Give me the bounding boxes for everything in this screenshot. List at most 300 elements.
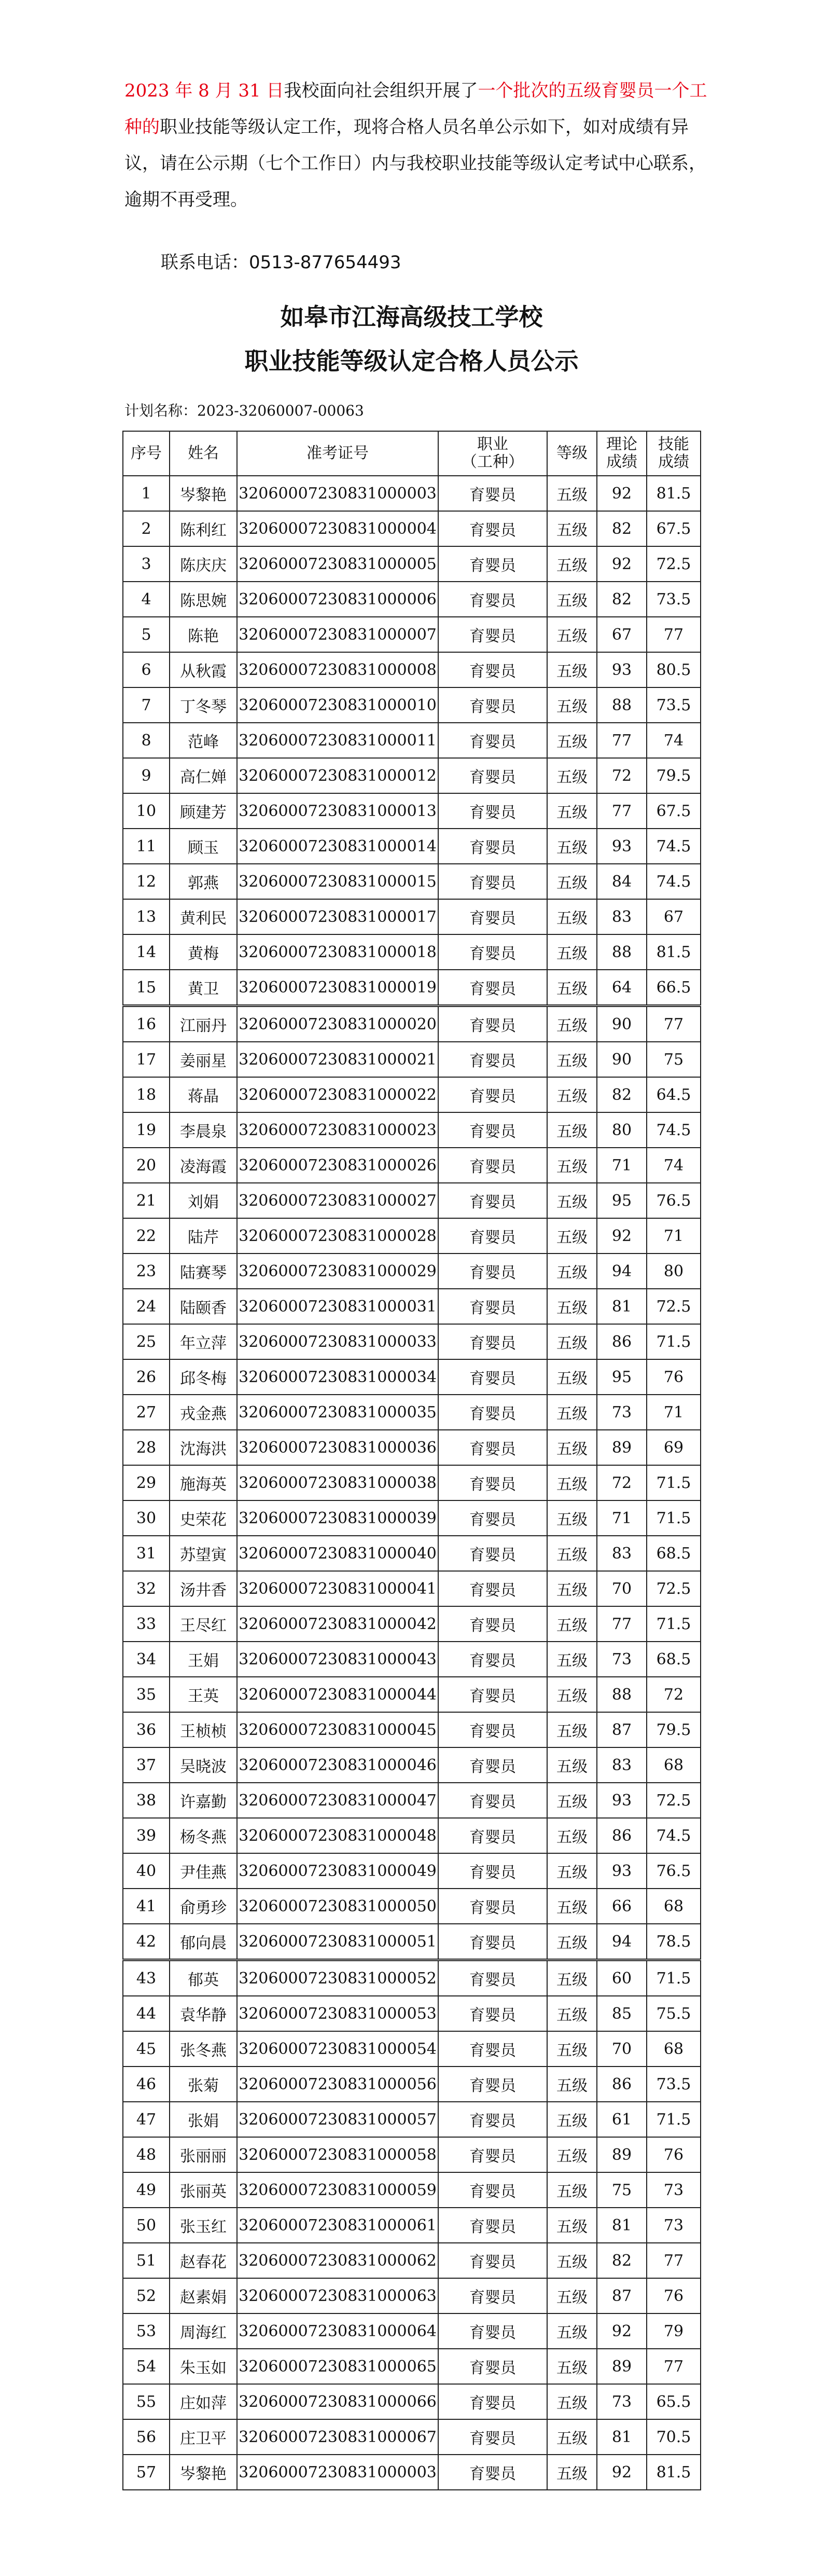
table-row xyxy=(123,1500,701,1536)
cell-exam-id: 32060007230831000035 xyxy=(237,1395,438,1430)
cell-skill-score: 68 xyxy=(647,2031,701,2067)
cell-no: 2 xyxy=(123,511,170,546)
cell-name: 陆芹 xyxy=(170,1218,237,1253)
cell-level: 五级 xyxy=(547,1536,597,1571)
table-row xyxy=(123,1077,701,1112)
header-occupation xyxy=(438,431,547,476)
cell-exam-id: 32060007230831000014 xyxy=(237,829,438,864)
cell-skill-score: 73 xyxy=(647,2208,701,2243)
cell-exam-id: 32060007230831000057 xyxy=(237,2102,438,2137)
table-row xyxy=(123,1853,701,1889)
cell-level: 五级 xyxy=(547,2137,597,2172)
cell-skill-score: 71.5 xyxy=(647,1500,701,1536)
cell-no: 39 xyxy=(123,1818,170,1853)
cell-name: 戎金燕 xyxy=(170,1395,237,1430)
cell-exam-id: 32060007230831000058 xyxy=(237,2137,438,2172)
cell-no: 36 xyxy=(123,1712,170,1747)
cell-skill-score: 76.5 xyxy=(647,1853,701,1889)
table-row xyxy=(123,2278,701,2313)
table-row xyxy=(123,970,701,1006)
cell-exam-id: 32060007230831000054 xyxy=(237,2031,438,2067)
cell-level: 五级 xyxy=(547,1889,597,1924)
cell-exam-id: 32060007230831000056 xyxy=(237,2067,438,2102)
cell-name: 许嘉勤 xyxy=(170,1783,237,1818)
cell-name: 俞勇珍 xyxy=(170,1889,237,1924)
cell-skill-score: 71 xyxy=(647,1218,701,1253)
cell-occupation: 育婴员 xyxy=(438,793,547,829)
cell-skill-score: 76 xyxy=(647,2137,701,2172)
table-row xyxy=(123,476,701,511)
cell-skill-score: 79 xyxy=(647,2313,701,2349)
cell-skill-score: 71.5 xyxy=(647,1960,701,1996)
cell-no: 13 xyxy=(123,899,170,934)
cell-level: 五级 xyxy=(547,723,597,758)
cell-occupation: 育婴员 xyxy=(438,2067,547,2102)
table-row xyxy=(123,899,701,934)
cell-no: 38 xyxy=(123,1783,170,1818)
cell-no: 11 xyxy=(123,829,170,864)
cell-skill-score: 67.5 xyxy=(647,793,701,829)
results-table xyxy=(122,431,701,2490)
cell-name: 郭燕 xyxy=(170,864,237,899)
table-row xyxy=(123,2243,701,2278)
cell-name: 黄梅 xyxy=(170,934,237,970)
cell-theory-score: 93 xyxy=(597,1853,647,1889)
cell-exam-id: 32060007230831000053 xyxy=(237,1996,438,2031)
cell-name: 黄卫 xyxy=(170,970,237,1006)
cell-no: 19 xyxy=(123,1112,170,1148)
table-row xyxy=(123,2102,701,2137)
cell-exam-id: 32060007230831000033 xyxy=(237,1324,438,1359)
cell-level: 五级 xyxy=(547,1077,597,1112)
cell-level: 五级 xyxy=(547,1712,597,1747)
cell-level: 五级 xyxy=(547,1818,597,1853)
cell-name: 刘娟 xyxy=(170,1183,237,1218)
cell-exam-id: 32060007230831000019 xyxy=(237,970,438,1006)
cell-occupation: 育婴员 xyxy=(438,1465,547,1500)
table-row xyxy=(123,2419,701,2455)
table-row xyxy=(123,582,701,617)
cell-theory-score: 88 xyxy=(597,687,647,723)
cell-no: 33 xyxy=(123,1606,170,1642)
cell-occupation: 育婴员 xyxy=(438,1359,547,1395)
cell-occupation: 育婴员 xyxy=(438,1747,547,1783)
cell-exam-id: 32060007230831000045 xyxy=(237,1712,438,1747)
cell-no: 4 xyxy=(123,582,170,617)
cell-no: 41 xyxy=(123,1889,170,1924)
table-row xyxy=(123,1747,701,1783)
table-row xyxy=(123,758,701,793)
school-title: 如皋市江海高级技工学校 xyxy=(280,303,543,331)
cell-skill-score: 74.5 xyxy=(647,829,701,864)
cell-no: 10 xyxy=(123,793,170,829)
cell-theory-score: 72 xyxy=(597,1465,647,1500)
cell-skill-score: 68.5 xyxy=(647,1536,701,1571)
cell-theory-score: 92 xyxy=(597,1218,647,1253)
cell-theory-score: 81 xyxy=(597,1289,647,1324)
cell-exam-id: 32060007230831000040 xyxy=(237,1536,438,1571)
cell-skill-score: 76.5 xyxy=(647,1183,701,1218)
cell-name: 王桢桢 xyxy=(170,1712,237,1747)
cell-name: 杨冬燕 xyxy=(170,1818,237,1853)
cell-skill-score: 64.5 xyxy=(647,1077,701,1112)
cell-level: 五级 xyxy=(547,1606,597,1642)
table-row xyxy=(123,1324,701,1359)
cell-skill-score: 68.5 xyxy=(647,1642,701,1677)
cell-skill-score: 71 xyxy=(647,1395,701,1430)
cell-skill-score: 72.5 xyxy=(647,546,701,582)
cell-name: 江丽丹 xyxy=(170,1006,237,1042)
cell-name: 苏望寅 xyxy=(170,1536,237,1571)
cell-theory-score: 71 xyxy=(597,1500,647,1536)
cell-no: 18 xyxy=(123,1077,170,1112)
cell-no: 52 xyxy=(123,2278,170,2313)
table-row xyxy=(123,1465,701,1500)
table-row xyxy=(123,1006,701,1042)
cell-no: 43 xyxy=(123,1960,170,1996)
cell-level: 五级 xyxy=(547,864,597,899)
cell-theory-score: 93 xyxy=(597,829,647,864)
table-row xyxy=(123,511,701,546)
cell-occupation: 育婴员 xyxy=(438,582,547,617)
notice-paragraph xyxy=(124,73,721,218)
cell-level: 五级 xyxy=(547,1324,597,1359)
cell-exam-id: 32060007230831000064 xyxy=(237,2313,438,2349)
cell-occupation: 育婴员 xyxy=(438,1148,547,1183)
cell-no: 3 xyxy=(123,546,170,582)
table-row xyxy=(123,1996,701,2031)
cell-skill-score: 77 xyxy=(647,2349,701,2384)
cell-exam-id: 32060007230831000039 xyxy=(237,1500,438,1536)
cell-occupation: 育婴员 xyxy=(438,1500,547,1536)
cell-level: 五级 xyxy=(547,687,597,723)
cell-exam-id: 32060007230831000017 xyxy=(237,899,438,934)
table-row xyxy=(123,2455,701,2490)
cell-no: 42 xyxy=(123,1924,170,1960)
cell-occupation: 育婴员 xyxy=(438,687,547,723)
cell-skill-score: 72.5 xyxy=(647,1289,701,1324)
cell-exam-id: 32060007230831000052 xyxy=(237,1960,438,1996)
cell-level: 五级 xyxy=(547,2349,597,2384)
cell-occupation: 育婴员 xyxy=(438,758,547,793)
cell-name: 陈庆庆 xyxy=(170,546,237,582)
cell-level: 五级 xyxy=(547,1395,597,1430)
table-row xyxy=(123,1712,701,1747)
cell-theory-score: 73 xyxy=(597,1395,647,1430)
cell-skill-score: 73 xyxy=(647,2172,701,2208)
cell-exam-id: 32060007230831000043 xyxy=(237,1642,438,1677)
table-row xyxy=(123,934,701,970)
cell-exam-id: 32060007230831000005 xyxy=(237,546,438,582)
cell-occupation: 育婴员 xyxy=(438,934,547,970)
cell-theory-score: 88 xyxy=(597,934,647,970)
cell-name: 姜丽星 xyxy=(170,1042,237,1077)
cell-occupation: 育婴员 xyxy=(438,2137,547,2172)
cell-name: 袁华静 xyxy=(170,1996,237,2031)
cell-level: 五级 xyxy=(547,2172,597,2208)
cell-no: 14 xyxy=(123,934,170,970)
cell-name: 从秋霞 xyxy=(170,652,237,687)
cell-occupation: 育婴员 xyxy=(438,1853,547,1889)
table-row xyxy=(123,1818,701,1853)
cell-theory-score: 95 xyxy=(597,1359,647,1395)
cell-no: 20 xyxy=(123,1148,170,1183)
cell-occupation: 育婴员 xyxy=(438,1183,547,1218)
cell-name: 吴晓波 xyxy=(170,1747,237,1783)
cell-no: 1 xyxy=(123,476,170,511)
cell-level: 五级 xyxy=(547,2278,597,2313)
cell-skill-score: 71.5 xyxy=(647,2102,701,2137)
cell-exam-id: 32060007230831000038 xyxy=(237,1465,438,1500)
cell-theory-score: 86 xyxy=(597,1818,647,1853)
header-theory-line1: 理论 xyxy=(606,435,637,453)
cell-theory-score: 72 xyxy=(597,758,647,793)
cell-exam-id: 32060007230831000012 xyxy=(237,758,438,793)
cell-level: 五级 xyxy=(547,970,597,1006)
cell-level: 五级 xyxy=(547,793,597,829)
cell-theory-score: 82 xyxy=(597,1077,647,1112)
cell-level: 五级 xyxy=(547,2208,597,2243)
cell-name: 岑黎艳 xyxy=(170,476,237,511)
table-row xyxy=(123,1218,701,1253)
cell-level: 五级 xyxy=(547,1359,597,1395)
cell-theory-score: 77 xyxy=(597,1606,647,1642)
cell-level: 五级 xyxy=(547,582,597,617)
table-row xyxy=(123,1642,701,1677)
cell-skill-score: 72.5 xyxy=(647,1783,701,1818)
cell-name: 年立萍 xyxy=(170,1324,237,1359)
cell-theory-score: 86 xyxy=(597,2067,647,2102)
table-row xyxy=(123,1960,701,1996)
notice-text-2: 职业技能等级认定工作，现将合格人员名单公示如下，如对成绩有异议，请在公示期（七个工作日）内与我校职业技能等级认定考试中心联系，逾期不再受理。 xyxy=(124,117,706,210)
cell-theory-score: 94 xyxy=(597,1253,647,1289)
cell-name: 赵素娟 xyxy=(170,2278,237,2313)
cell-exam-id: 32060007230831000049 xyxy=(237,1853,438,1889)
cell-skill-score: 74 xyxy=(647,723,701,758)
cell-level: 五级 xyxy=(547,2031,597,2067)
cell-exam-id: 32060007230831000042 xyxy=(237,1606,438,1642)
cell-level: 五级 xyxy=(547,1853,597,1889)
cell-occupation: 育婴员 xyxy=(438,1324,547,1359)
notice-text-1: 我校面向社会组织开展了 xyxy=(284,80,478,101)
cell-level: 五级 xyxy=(547,2384,597,2419)
cell-occupation: 育婴员 xyxy=(438,652,547,687)
contact-phone: 联系电话：0513-877654493 xyxy=(161,252,401,273)
header-name: 姓名 xyxy=(170,431,237,476)
cell-skill-score: 80 xyxy=(647,1253,701,1289)
cell-theory-score: 89 xyxy=(597,2137,647,2172)
cell-occupation: 育婴员 xyxy=(438,970,547,1006)
table-row xyxy=(123,1677,701,1712)
cell-exam-id: 32060007230831000031 xyxy=(237,1289,438,1324)
cell-skill-score: 69 xyxy=(647,1430,701,1465)
cell-skill-score: 68 xyxy=(647,1889,701,1924)
cell-skill-score: 71.5 xyxy=(647,1324,701,1359)
cell-name: 李晨泉 xyxy=(170,1112,237,1148)
cell-occupation: 育婴员 xyxy=(438,1112,547,1148)
cell-skill-score: 67 xyxy=(647,899,701,934)
cell-name: 朱玉如 xyxy=(170,2349,237,2384)
cell-occupation: 育婴员 xyxy=(438,2208,547,2243)
cell-level: 五级 xyxy=(547,511,597,546)
cell-level: 五级 xyxy=(547,1996,597,2031)
cell-level: 五级 xyxy=(547,1218,597,1253)
cell-level: 五级 xyxy=(547,934,597,970)
cell-skill-score: 65.5 xyxy=(647,2384,701,2419)
cell-no: 46 xyxy=(123,2067,170,2102)
cell-level: 五级 xyxy=(547,758,597,793)
cell-skill-score: 78.5 xyxy=(647,1924,701,1960)
cell-level: 五级 xyxy=(547,2067,597,2102)
cell-theory-score: 87 xyxy=(597,1712,647,1747)
cell-no: 29 xyxy=(123,1465,170,1500)
cell-exam-id: 32060007230831000027 xyxy=(237,1183,438,1218)
cell-level: 五级 xyxy=(547,617,597,652)
cell-exam-id: 32060007230831000022 xyxy=(237,1077,438,1112)
cell-skill-score: 77 xyxy=(647,1006,701,1042)
cell-exam-id: 32060007230831000008 xyxy=(237,652,438,687)
cell-no: 40 xyxy=(123,1853,170,1889)
cell-theory-score: 70 xyxy=(597,2031,647,2067)
cell-occupation: 育婴员 xyxy=(438,1818,547,1853)
cell-occupation: 育婴员 xyxy=(438,1960,547,1996)
cell-occupation: 育婴员 xyxy=(438,2278,547,2313)
cell-name: 张娟 xyxy=(170,2102,237,2137)
cell-level: 五级 xyxy=(547,2102,597,2137)
cell-theory-score: 75 xyxy=(597,2172,647,2208)
table-row xyxy=(123,1889,701,1924)
cell-exam-id: 32060007230831000020 xyxy=(237,1006,438,1042)
cell-theory-score: 77 xyxy=(597,793,647,829)
cell-skill-score: 74.5 xyxy=(647,1818,701,1853)
cell-no: 16 xyxy=(123,1006,170,1042)
table-header-row xyxy=(123,431,701,476)
cell-occupation: 育婴员 xyxy=(438,2313,547,2349)
cell-occupation: 育婴员 xyxy=(438,2419,547,2455)
cell-theory-score: 71 xyxy=(597,1148,647,1183)
cell-level: 五级 xyxy=(547,1183,597,1218)
cell-exam-id: 32060007230831000023 xyxy=(237,1112,438,1148)
cell-skill-score: 73.5 xyxy=(647,582,701,617)
cell-name: 范峰 xyxy=(170,723,237,758)
cell-occupation: 育婴员 xyxy=(438,1889,547,1924)
cell-theory-score: 93 xyxy=(597,1783,647,1818)
table-row xyxy=(123,829,701,864)
cell-name: 王尽红 xyxy=(170,1606,237,1642)
cell-exam-id: 32060007230831000036 xyxy=(237,1430,438,1465)
cell-theory-score: 84 xyxy=(597,864,647,899)
cell-level: 五级 xyxy=(547,1430,597,1465)
cell-no: 50 xyxy=(123,2208,170,2243)
plan-name: 计划名称：2023-32060007-00063 xyxy=(124,402,364,419)
cell-theory-score: 92 xyxy=(597,546,647,582)
cell-no: 30 xyxy=(123,1500,170,1536)
cell-name: 郁英 xyxy=(170,1960,237,1996)
table-row xyxy=(123,1571,701,1606)
cell-occupation: 育婴员 xyxy=(438,2384,547,2419)
cell-skill-score: 71.5 xyxy=(647,1465,701,1500)
cell-exam-id: 32060007230831000048 xyxy=(237,1818,438,1853)
cell-skill-score: 79.5 xyxy=(647,758,701,793)
cell-level: 五级 xyxy=(547,899,597,934)
cell-name: 庄如萍 xyxy=(170,2384,237,2419)
cell-no: 47 xyxy=(123,2102,170,2137)
cell-no: 56 xyxy=(123,2419,170,2455)
cell-skill-score: 70.5 xyxy=(647,2419,701,2455)
header-theory xyxy=(597,431,647,476)
cell-occupation: 育婴员 xyxy=(438,546,547,582)
cell-level: 五级 xyxy=(547,652,597,687)
cell-name: 张丽丽 xyxy=(170,2137,237,2172)
cell-no: 22 xyxy=(123,1218,170,1253)
cell-level: 五级 xyxy=(547,1783,597,1818)
cell-no: 21 xyxy=(123,1183,170,1218)
cell-level: 五级 xyxy=(547,1148,597,1183)
cell-name: 王英 xyxy=(170,1677,237,1712)
cell-exam-id: 32060007230831000006 xyxy=(237,582,438,617)
cell-theory-score: 94 xyxy=(597,1924,647,1960)
cell-level: 五级 xyxy=(547,1960,597,1996)
cell-exam-id: 32060007230831000067 xyxy=(237,2419,438,2455)
header-level: 等级 xyxy=(547,431,597,476)
header-occupation-line1: 职业 xyxy=(477,435,508,453)
table-row xyxy=(123,2172,701,2208)
cell-level: 五级 xyxy=(547,1253,597,1289)
cell-exam-id: 32060007230831000062 xyxy=(237,2243,438,2278)
cell-no: 37 xyxy=(123,1747,170,1783)
cell-name: 张菊 xyxy=(170,2067,237,2102)
cell-exam-id: 32060007230831000003 xyxy=(237,2455,438,2490)
cell-no: 7 xyxy=(123,687,170,723)
cell-level: 五级 xyxy=(547,2313,597,2349)
table-row xyxy=(123,1783,701,1818)
cell-exam-id: 32060007230831000015 xyxy=(237,864,438,899)
cell-no: 5 xyxy=(123,617,170,652)
cell-level: 五级 xyxy=(547,1747,597,1783)
cell-no: 57 xyxy=(123,2455,170,2490)
cell-occupation: 育婴员 xyxy=(438,2102,547,2137)
cell-skill-score: 73.5 xyxy=(647,2067,701,2102)
cell-name: 蒋晶 xyxy=(170,1077,237,1112)
cell-theory-score: 73 xyxy=(597,2384,647,2419)
cell-theory-score: 95 xyxy=(597,1183,647,1218)
cell-theory-score: 60 xyxy=(597,1960,647,1996)
table-row xyxy=(123,1148,701,1183)
cell-theory-score: 82 xyxy=(597,2243,647,2278)
cell-name: 凌海霞 xyxy=(170,1148,237,1183)
cell-no: 17 xyxy=(123,1042,170,1077)
table-row xyxy=(123,652,701,687)
cell-skill-score: 67.5 xyxy=(647,511,701,546)
cell-name: 陈利红 xyxy=(170,511,237,546)
table-row xyxy=(123,1536,701,1571)
notice-batch: 一个批次的五级育婴员一个工种的 xyxy=(124,80,707,137)
cell-skill-score: 79.5 xyxy=(647,1712,701,1747)
cell-theory-score: 85 xyxy=(597,1996,647,2031)
cell-exam-id: 32060007230831000059 xyxy=(237,2172,438,2208)
cell-skill-score: 72 xyxy=(647,1677,701,1712)
cell-name: 张丽英 xyxy=(170,2172,237,2208)
cell-theory-score: 81 xyxy=(597,2419,647,2455)
table-row xyxy=(123,2067,701,2102)
cell-theory-score: 92 xyxy=(597,2455,647,2490)
cell-skill-score: 72.5 xyxy=(647,1571,701,1606)
cell-no: 48 xyxy=(123,2137,170,2172)
cell-skill-score: 80.5 xyxy=(647,652,701,687)
cell-exam-id: 32060007230831000050 xyxy=(237,1889,438,1924)
cell-occupation: 育婴员 xyxy=(438,1430,547,1465)
cell-level: 五级 xyxy=(547,1006,597,1042)
